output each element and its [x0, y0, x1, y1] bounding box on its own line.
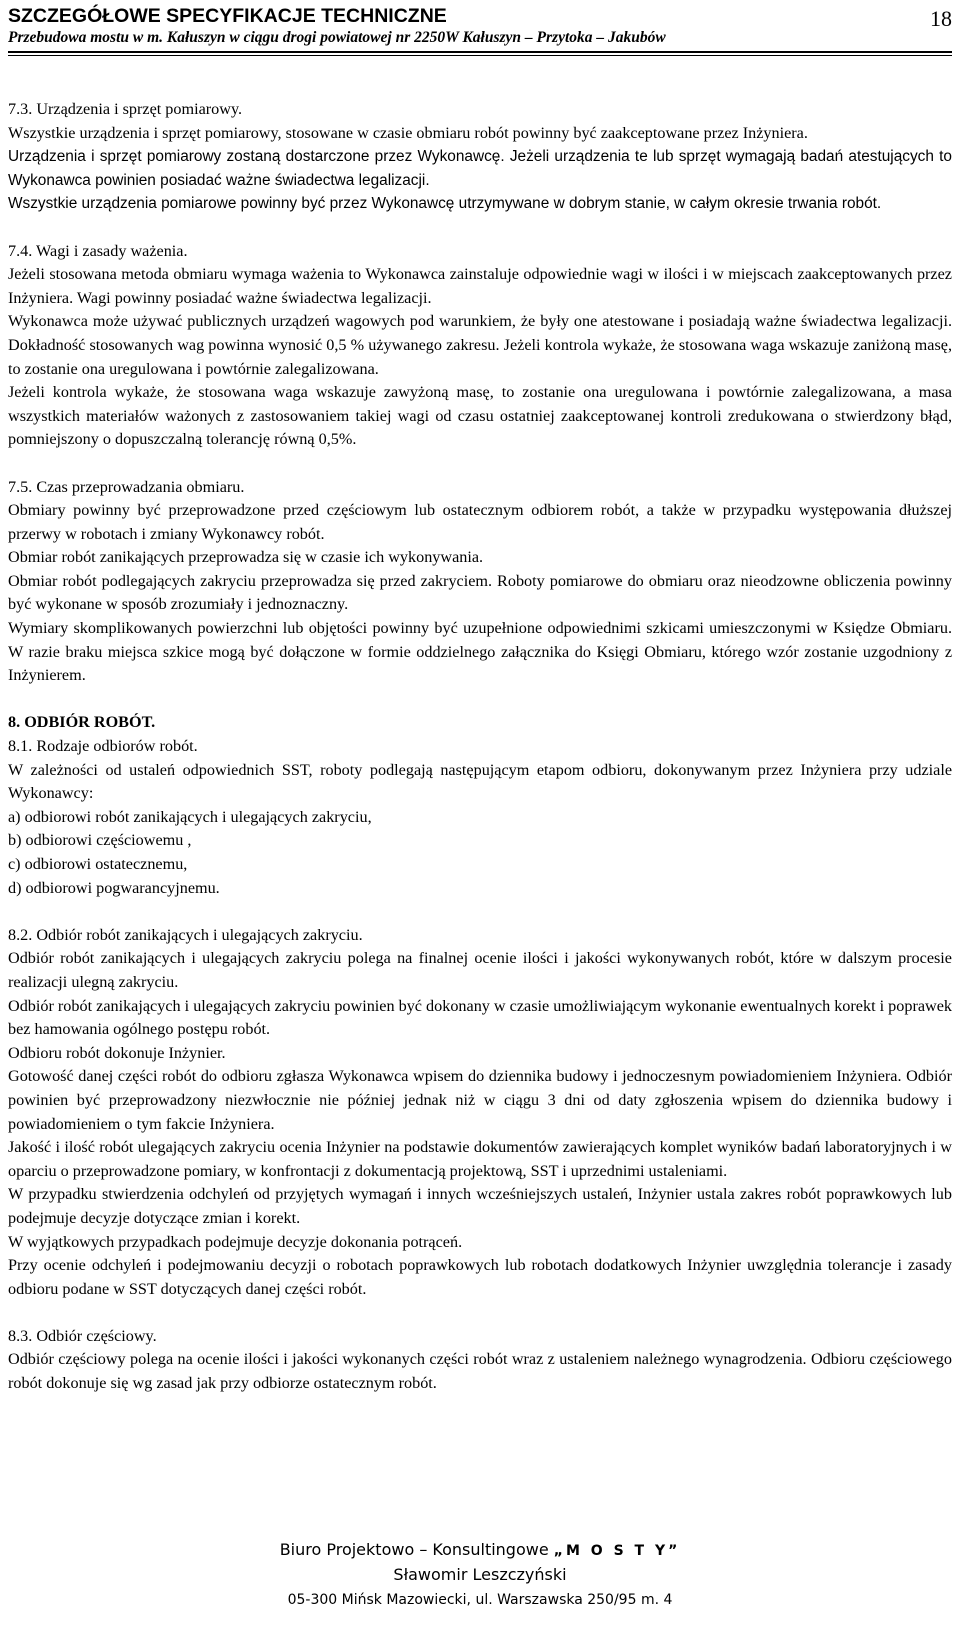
list-item: b) odbiorowi częściowemu , [8, 831, 192, 850]
footer-company-brand: „M O S T Y” [553, 1543, 681, 1559]
section-8-1-heading: 8.1. Rodzaje odbiorów robót. [8, 737, 198, 756]
section-7-3-heading: 7.3. Urządzenia i sprzęt pomiarowy. [8, 100, 243, 118]
header-subtitle: Przebudowa mostu w m. Kałuszyn w ciągu drogi powiatowej nr 2250W Kałuszyn – Przytoka – Jakubów [8, 29, 666, 46]
paragraph: Odbiór robót zanikających i ulegających zakryciu powinien być dokonany w czasie umożliwiającym wykonanie ewentualnych korekt i poprawek bez hamowania ogólnego postępu robót. [8, 996, 952, 1039]
paragraph: W wyjątkowych przypadkach podejmuje decyzje dokonania potrąceń. [8, 1232, 463, 1251]
paragraph: Jeżeli kontrola wykaże, że stosowana waga wskazuje zawyżoną masę, to zostanie ona uregulowana i powtórnie zalegalizowana, a masa wszystkich materiałów ważonych z zastosowaniem takiej wagi od czasu ostatniej zaakceptowanej kontroli zredukowana o stwierdzony błąd, pomniejszony o dopuszczalną tolerancję równą 0,5%. [8, 383, 952, 449]
footer-owner: Sławomir Leszczyński [393, 1565, 567, 1584]
section-8-3-heading: 8.3. Odbiór częściowy. [8, 1326, 157, 1345]
paragraph: Jeżeli stosowana metoda obmiaru wymaga ważenia to Wykonawca zainstaluje odpowiednie wagi w ilości i w miejscach zaakceptowanych przez Inżyniera. Wagi powinny posiadać ważne świadectwa legalizacji. [8, 265, 952, 307]
page-header [8, 4, 952, 48]
paragraph: W zależności od ustaleń odpowiednich SST, roboty podlegają następującym etapom odbioru, dokonywanym przez Inżyniera przy udziale Wykonawcy: [8, 760, 952, 803]
section-7-4-heading: 7.4. Wagi i zasady ważenia. [8, 241, 188, 260]
section-8-heading: 8. ODBIÓR ROBÓT. [8, 713, 156, 732]
paragraph: Odbiór robót zanikających i ulegających zakryciu polega na finalnej ocenie ilości i jakości wykonywanych robót, które w dalszym procesie realizacji ulegną zakryciu. [8, 949, 952, 991]
paragraph: Wykonawca może używać publicznych urządzeń wagowych pod warunkiem, że były one atestowane i posiadają ważne świadectwa legalizacji. Dokładność stosowanych wag powinna wynosić 0,5 % używanego zakresu. Jeżeli kontrola wykaże, że stosowana waga wskazuje zaniżoną masę, to zostanie ona uregulowana i powtórnie zalegalizowana. [8, 312, 952, 378]
paragraph: Jakość i ilość robót ulegających zakryciu ocenia Inżynier na podstawie dokumentów zawierających komplet wyników badań laboratoryjnych i w oparciu o przeprowadzone pomiary, w konfrontacji z dokumentacją projektową, SST i uprzednimi ustaleniami. [8, 1138, 952, 1180]
footer-company [0, 1540, 960, 1559]
paragraph: Odbioru robót dokonuje Inżynier. [8, 1043, 226, 1062]
paragraph: Wszystkie urządzenia i sprzęt pomiarowy, stosowane w czasie obmiaru robót powinny być zaakceptowane przez Inżyniera. [8, 123, 808, 142]
paragraph: Przy ocenie odchyleń i podejmowaniu decyzji o robotach poprawkowych lub robotach dodatkowych Inżynier uwzględnia tolerancje i zasady odbioru podane w SST dotyczących danej części robót. [8, 1256, 952, 1298]
paragraph: Gotowość danej części robót do odbioru zgłasza Wykonawca wpisem do dziennika budowy i jednoczesnym powiadomieniem Inżyniera. Odbiór powinien być przeprowadzony niezwłocznie nie później jednak niż w ciągu 3 dni od daty zgłoszenia wpisem do dziennika budowy i powiadomieniem o tym fakcie Inżyniera. [8, 1067, 952, 1133]
document-body [8, 98, 952, 1396]
section-7-5-heading: 7.5. Czas przeprowadzania obmiaru. [8, 477, 245, 496]
paragraph: Obmiar robót podlegających zakryciu przeprowadza się przed zakryciem. Roboty pomiarowe do obmiaru oraz nieodzowne obliczenia powinny być wykonane w sposób zrozumiały i jednoznaczny. [8, 571, 952, 614]
paragraph: Urządzenia i sprzęt pomiarowy zostaną dostarczone przez Wykonawcę. Jeżeli urządzenia te lub sprzęt wymagają badań atestujących to Wykonawca powinien posiadać ważne świadectwa legalizacji. [8, 148, 952, 189]
list-item: a) odbiorowi robót zanikających i ulegających zakryciu, [8, 807, 372, 826]
header-title: SZCZEGÓŁOWE SPECYFIKACJE TECHNICZNE [8, 5, 447, 27]
page-number: 18 [930, 6, 952, 31]
paragraph: W przypadku stwierdzenia odchyleń od przyjętych wymagań i innych wcześniejszych ustaleń, Inżynier ustala zakres robót poprawkowych lub podejmuje decyzje dotyczące zmian i korekt. [8, 1185, 952, 1227]
footer-address: 05-300 Mińsk Mazowiecki, ul. Warszawska 250/95 m. 4 [287, 1592, 673, 1608]
paragraph: Odbiór częściowy polega na ocenie ilości i jakości wykonanych części robót wraz z ustaleniem należnego wynagrodzenia. Odbioru częściowego robót dokonuje się wg zasad jak przy odbiorze ostatecznym robót. [8, 1350, 952, 1393]
section-8-2-heading: 8.2. Odbiór robót zanikających i ulegających zakryciu. [8, 925, 363, 944]
paragraph: Obmiary powinny być przeprowadzone przed częściowym lub ostatecznym odbiorem robót, a także w przypadku występowania dłuższej przerwy w robotach i zmiany Wykonawcy robót. [8, 501, 952, 543]
list-item: c) odbiorowi ostatecznemu, [8, 855, 188, 873]
paragraph: Wymiary skomplikowanych powierzchni lub objętości powinny być uzupełnione odpowiednimi szkicami umieszczonymi w Księdze Obmiaru. W razie braku miejsca szkice mogą być dołączone w formie oddzielnego załącznika do Księgi Obmiaru, którego wzór zostanie uzgodniony z Inżynierem. [8, 619, 952, 685]
paragraph: Obmiar robót zanikających przeprowadza się w czasie ich wykonywania. [8, 548, 484, 567]
list-item: d) odbiorowi pogwarancyjnemu. [8, 878, 220, 897]
header-rule [8, 51, 952, 53]
paragraph: Wszystkie urządzenia pomiarowe powinny być przez Wykonawcę utrzymywane w dobrym stanie, w całym okresie trwania robót. [8, 195, 882, 213]
header-rule-thin [8, 55, 952, 56]
footer-company-prefix: Biuro Projektowo – Konsultingowe [279, 1540, 549, 1559]
